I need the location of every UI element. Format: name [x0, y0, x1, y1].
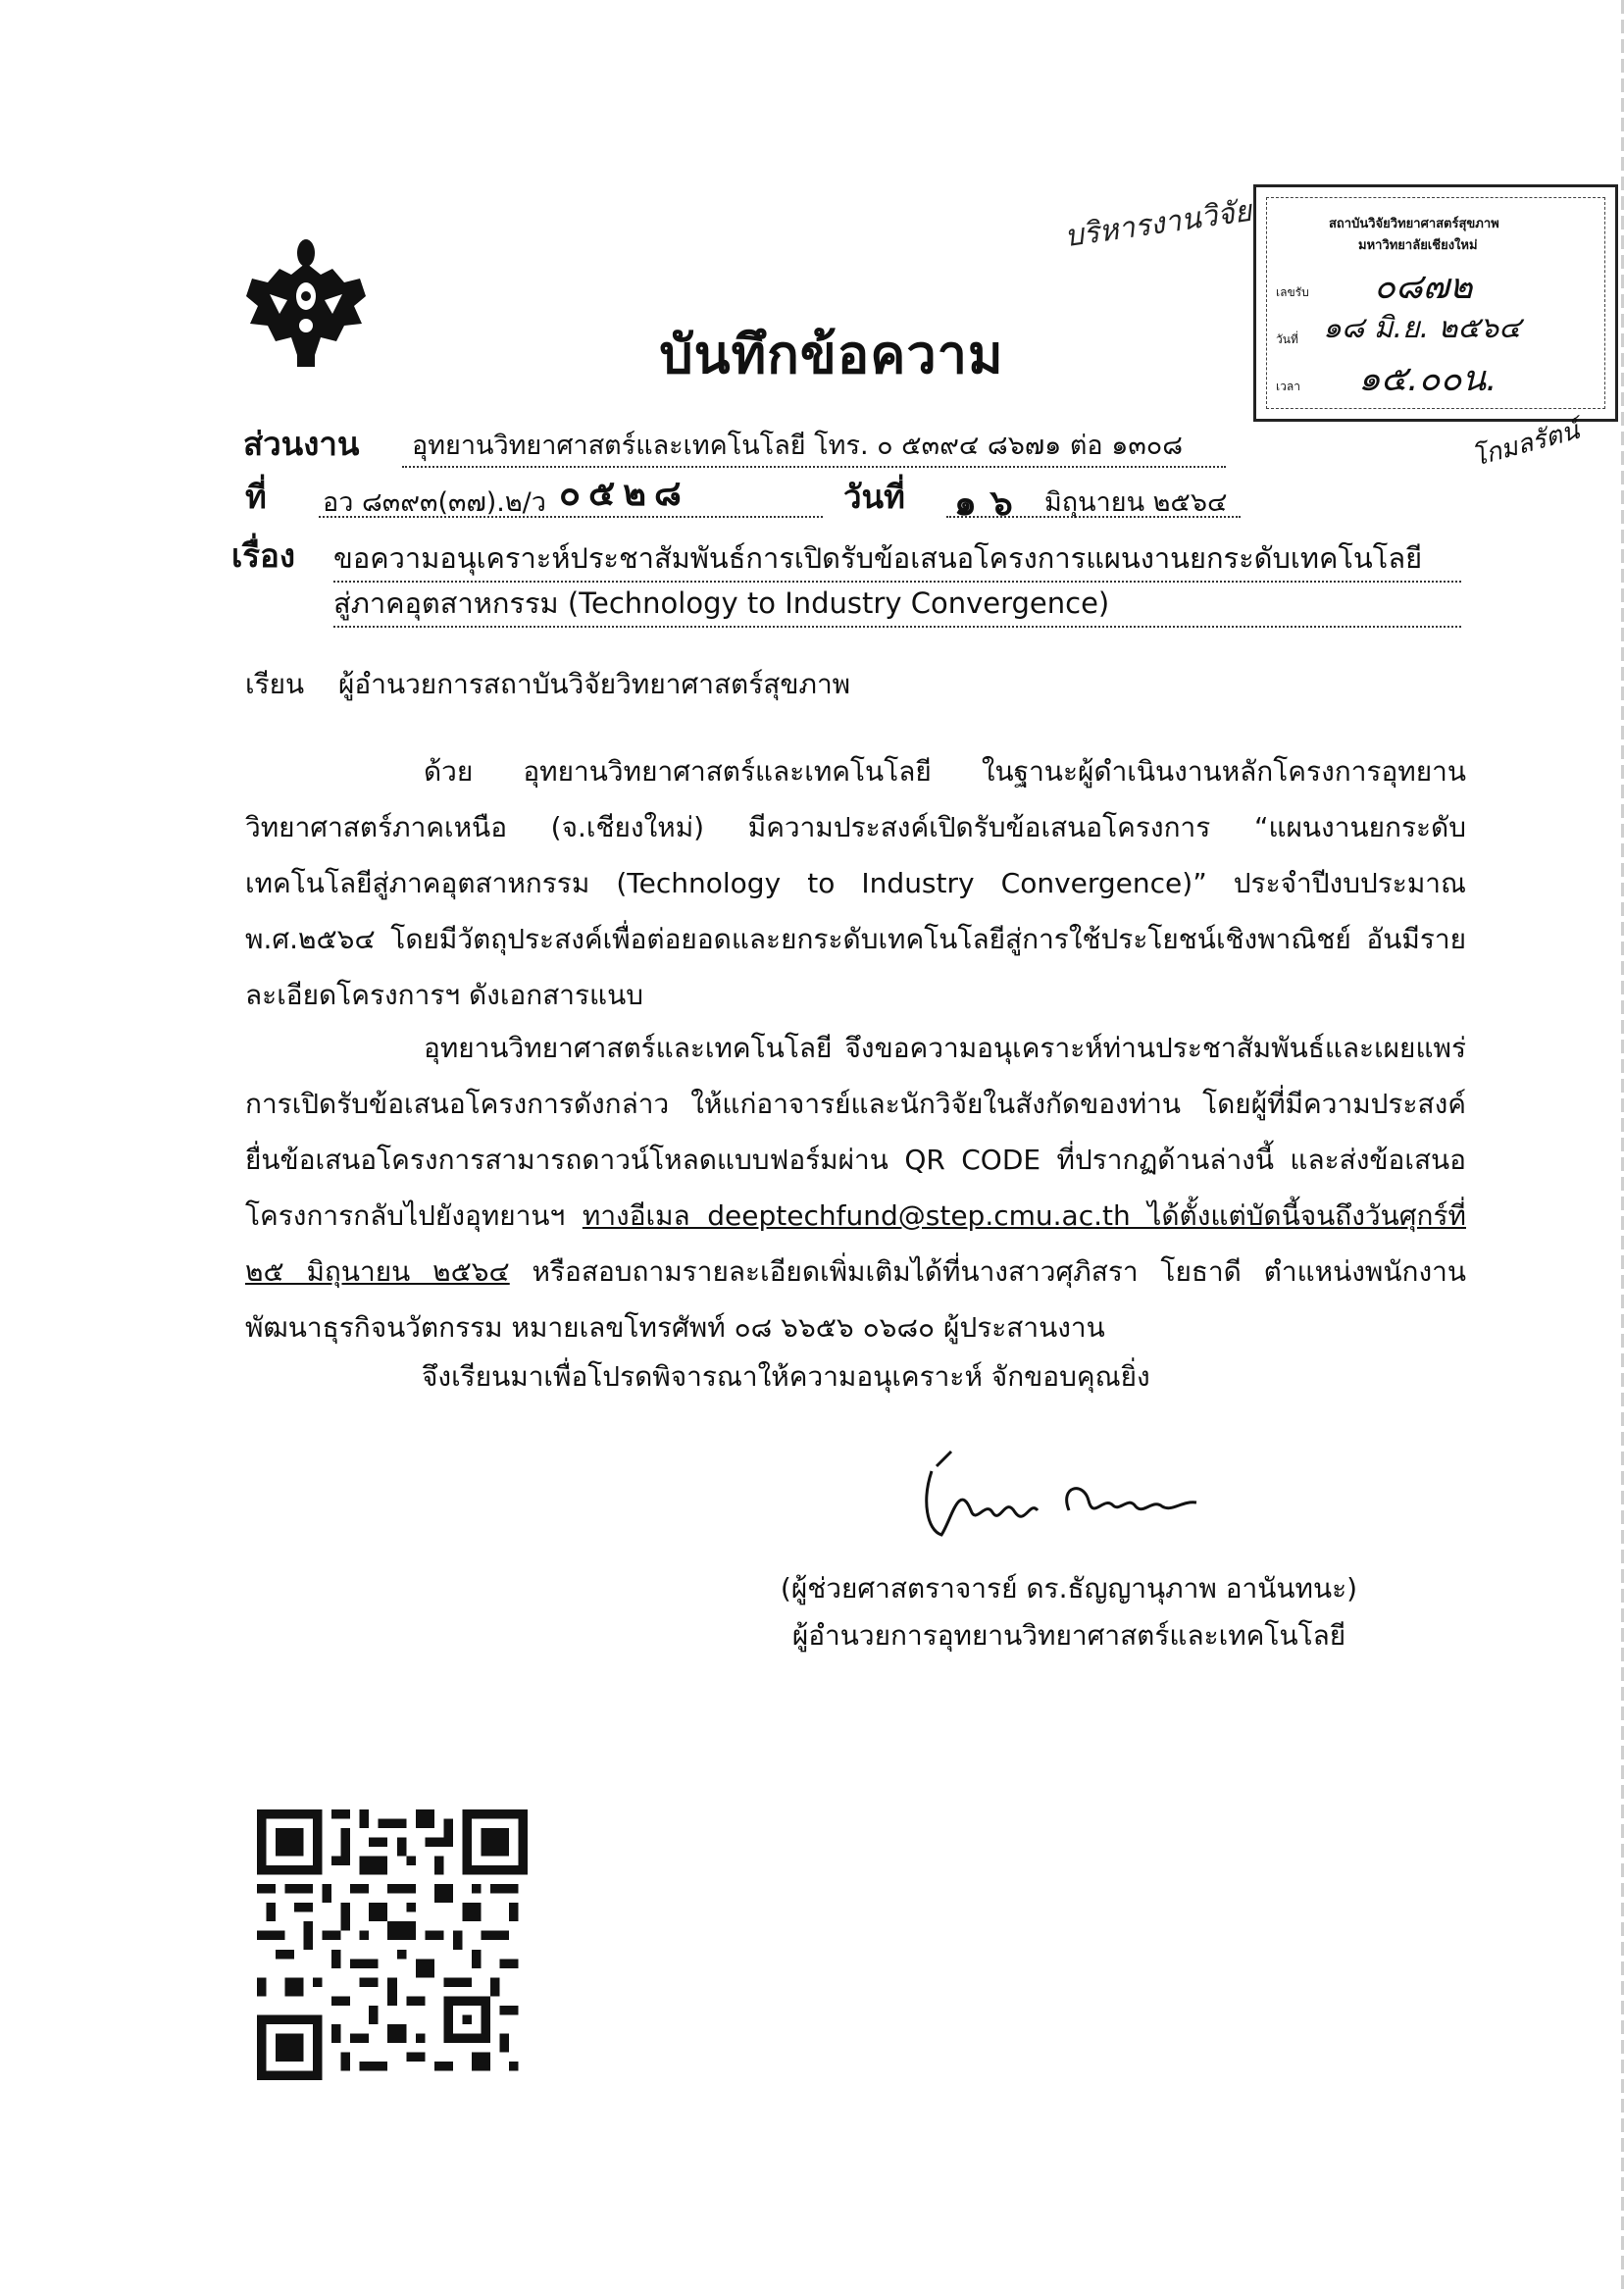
date-value: มิถุนายน ๒๕๖๔	[1044, 487, 1228, 518]
stamp-time-value: ๑๕.๐๐น.	[1358, 359, 1497, 399]
ref-value: อว ๘๓๙๓(๓๗).๒/ว	[323, 487, 546, 518]
date-label: วันที่	[843, 478, 905, 516]
salutation-value: ผู้อำนวยการสถาบันวิจัยวิทยาศาสตร์สุขภาพ	[338, 668, 851, 700]
stamp-no-value: ๐๘๗๒	[1374, 267, 1473, 307]
signer-name: (ผู้ช่วยศาสตราจารย์ ดร.ธัญญานุภาพ อานันทนะ)	[780, 1572, 1358, 1604]
signer-position: ผู้อำนวยการอุทยานวิทยาศาสตร์และเทคโนโลยี	[791, 1619, 1346, 1652]
ref-label: ที่	[245, 478, 267, 516]
agency-label: ส่วนงาน	[243, 425, 360, 463]
ref-line	[319, 474, 823, 518]
date-day: ๑๖	[954, 484, 1027, 524]
paragraph-2	[245, 1020, 1466, 1355]
stamp-time-label: เวลา	[1276, 380, 1300, 393]
receipt-stamp	[1253, 184, 1618, 422]
stamp-no-label: เลขรับ	[1276, 285, 1309, 299]
closing-text: จึงเรียนมาเพื่อโปรดพิจารณาให้ความอนุเคราะห์ จักขอบคุณยิ่ง	[422, 1360, 1150, 1393]
paragraph-2-a: อุทยานวิทยาศาสตร์และเทคโนโลยี จึงขอความอนุเคราะห์ท่านประชาสัมพันธ์และเผยแพร่การเปิดรับข้อเสนอโครงการดังกล่าว ให้แก่อาจารย์และนักวิจัยในสังกัดของท่าน โดยผู้ที่มีความประสงค์ยื่นข้อเสนอโครงการสามารถดาวน์โหลดแบบฟอร์มผ่าน QR CODE ที่ปรากฏด้านล่างนี้ และส่งข้อเสนอโครงการกลับไปยังอุทยานฯ	[245, 1032, 1466, 1232]
handwritten-signature	[912, 1442, 1245, 1550]
paragraph-1: ด้วย อุทยานวิทยาศาสตร์และเทคโนโลยี ในฐานะผู้ดำเนินงานหลักโครงการอุทยานวิทยาศาสตร์ภาคเหนือ (จ.เชียงใหม่) มีความประสงค์เปิดรับข้อเสนอโครงการ “แผนงานยกระดับเทคโนโลยีสู่ภาคอุตสาหกรรม (Technology to Industry Convergence)” ประจำปีงบประมาณ พ.ศ.๒๕๖๔ โดยมีวัตถุประสงค์เพื่อต่อยอดและยกระดับเทคโนโลยีสู่การใช้ประโยชน์เชิงพาณิชย์ อันมีรายละเอียดโครงการฯ ดังเอกสารแนบ	[245, 755, 1466, 1011]
salutation-label: เรียน	[245, 668, 305, 700]
qr-code-icon[interactable]	[257, 1809, 528, 2080]
subject-label: เรื่อง	[231, 536, 295, 575]
deadline-email-text: ทางอีเมล deeptechfund@step.cmu.ac.th ได้ตั้งแต่บัดนี้จนถึงวันศุกร์ที่ ๒๕ มิถุนายน ๒๕๖๔	[245, 1199, 1466, 1288]
stamp-signature: โกมลรัตน์	[1469, 416, 1583, 473]
memo-title: บันทึกข้อความ	[659, 324, 1004, 385]
date-line	[946, 481, 1241, 524]
stamp-date-value: ๑๘ มิ.ย. ๒๕๖๔	[1323, 311, 1521, 345]
stamp-org-line1: สถาบันวิจัยวิทยาศาสตร์สุขภาพ	[1329, 217, 1499, 231]
ref-number: ๐๕๒๘	[559, 474, 689, 514]
subject-line1: ขอความอนุเคราะห์ประชาสัมพันธ์การเปิดรับข้อเสนอโครงการแผนงานยกระดับเทคโนโลยี	[333, 535, 1461, 583]
stamp-date-label: วันที่	[1276, 332, 1298, 346]
handwritten-note: บริหารงานวิจัย	[1062, 193, 1254, 255]
stamp-org-line2: มหาวิทยาลัยเชียงใหม่	[1358, 238, 1478, 253]
agency-value: อุทยานวิทยาศาสตร์และเทคโนโลยี โทร. ๐ ๕๓๙๔ ๘๖๗๑ ต่อ ๑๓๐๘	[402, 424, 1226, 468]
paragraph-2-b: หรือสอบถามรายละเอียดเพิ่มเติมได้ที่นางสาวศุภิสรา โยธาดี ตำแหน่งพนักงานพัฒนาธุรกิจนวัตกรรม หมายเลขโทรศัพท์ ๐๘ ๖๖๕๖ ๐๖๘๐ ผู้ประสานงาน	[245, 1255, 1466, 1344]
subject-line2: สู่ภาคอุตสาหกรรม (Technology to Industry Convergence)	[333, 581, 1461, 628]
